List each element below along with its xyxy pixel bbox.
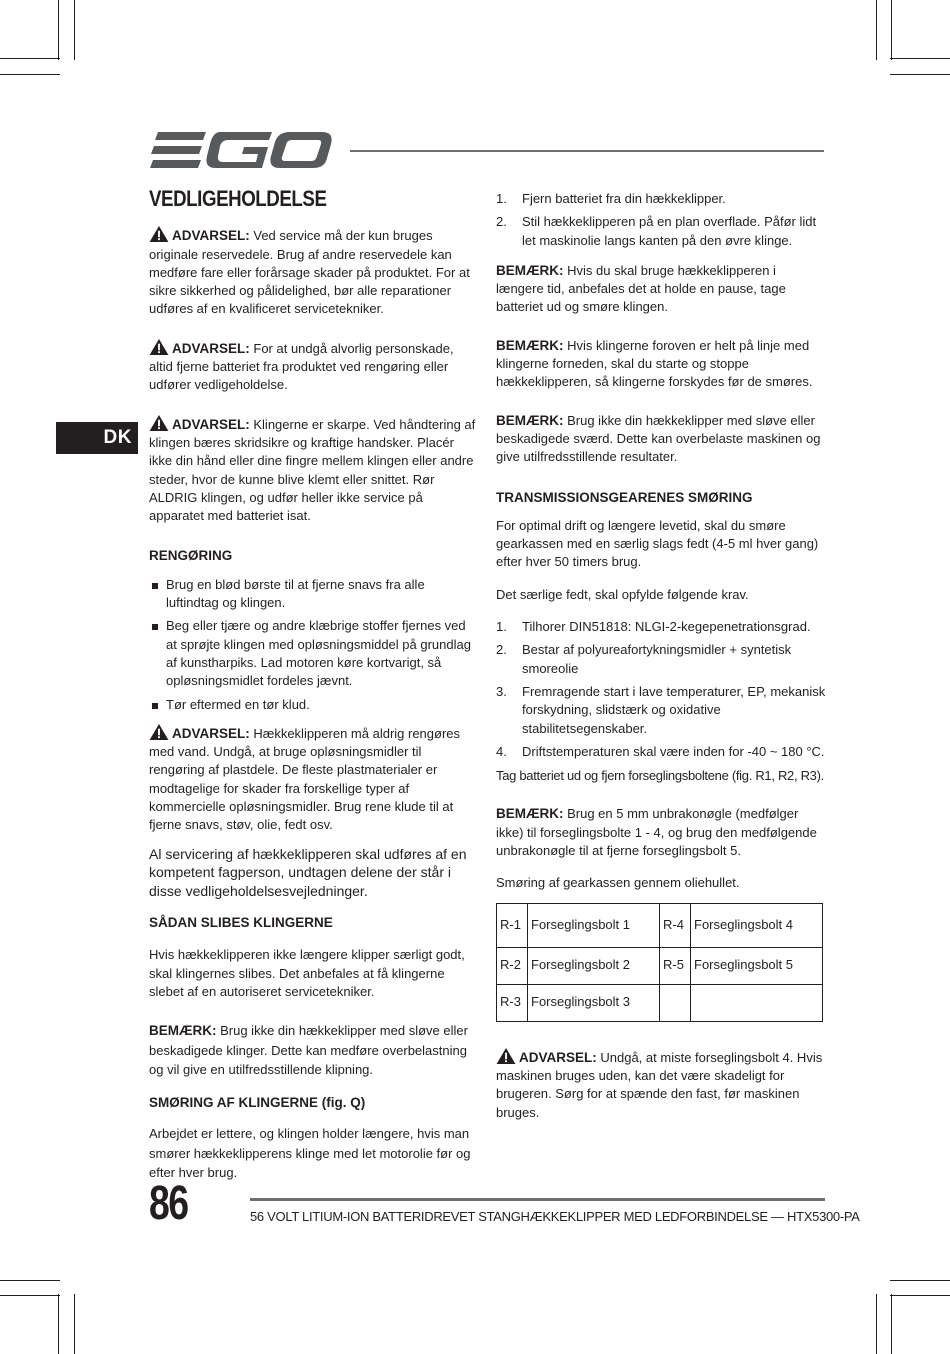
footer-title: 56 VOLT LITIUM-ION BATTERIDREVET STANGHÆKKEKLIPPER MED LEDFORBINDELSE — HTX5300-PA	[250, 1209, 860, 1224]
note-text: Hvis du skal bruge hækkeklipperen i længere tid, anbefales det at holde en pause, tage batteriet ud og smøre klingen.	[496, 262, 786, 315]
note-paragraph	[496, 412, 826, 467]
warning-text: Klingerne er skarpe. Ved håndtering af klingen bæres skridsikre og kraftige handsker. Placér ikke din hånd eller dine fingre mellem klingen eller andre steder, hvor de kunne blive klemt eller snittet. Rør ALDRIG klingen, og udfør heller ikke service på apparatet med batteriet isat.	[149, 416, 476, 524]
table-cell: Forseglingsbolt 1	[528, 903, 660, 947]
lubrication-heading: SMØRING AF KLINGERNE (fig. Q)	[149, 1094, 366, 1110]
table-row	[497, 903, 823, 947]
crop-mark	[891, 1294, 892, 1354]
crop-mark	[876, 0, 877, 60]
warning-label: ADVARSEL:	[172, 340, 250, 356]
warning-text: For at undgå alvorlig personskade, altid fjerne batteriet fra produktet ved rengøring eller udfører vedligeholdelse.	[149, 340, 454, 393]
crop-mark	[0, 74, 60, 75]
oil-hole-paragraph: Smøring af gearkassen gennem oliehullet.	[496, 875, 740, 891]
note-text: Brug ikke din hækkeklipper med sløve eller beskadigede sværd. Dette kan overbelaste maskinen og give utilfredsstillende resultater.	[496, 412, 821, 465]
header-rule	[350, 150, 824, 152]
warning-paragraph	[149, 724, 479, 835]
crop-mark	[0, 1280, 60, 1281]
table-row	[497, 947, 823, 984]
table-cell: Forseglingsbolt 2	[528, 947, 660, 984]
note-text: Brug ikke din hækkeklipper med sløve eller beskadigede klinger. Dette kan medføre overbelastning og vil give en utilfredsstillende klipning.	[149, 1023, 468, 1078]
cleaning-list	[149, 576, 479, 714]
warning-icon	[149, 724, 169, 740]
list-item: Tør eftermed en tør klud.	[149, 696, 479, 714]
footer-rule	[250, 1198, 825, 1201]
left-column	[149, 186, 479, 1197]
list-item: 1. Fjern batteriet fra din hækkeklipper.	[496, 191, 726, 206]
crop-mark	[58, 0, 59, 60]
note-paragraph	[496, 262, 826, 317]
warning-paragraph	[149, 339, 479, 395]
note-paragraph	[496, 337, 826, 392]
list-item: 1. Tilhorer DIN51818: NLGI-2-kegepenetrationsgrad.	[496, 619, 811, 635]
table-cell: R-3	[497, 984, 528, 1021]
table-cell: Forseglingsbolt 3	[528, 984, 660, 1021]
table-cell	[691, 984, 823, 1021]
warning-icon	[149, 339, 169, 355]
note-label: BEMÆRK:	[149, 1023, 217, 1039]
list-item: 2. Bestar af polyureafortykningsmidler + syntetisk smoreolie	[496, 642, 792, 676]
crop-mark	[890, 1280, 950, 1281]
warning-label: ADVARSEL:	[172, 416, 250, 432]
note-label: BEMÆRK:	[496, 412, 564, 428]
warning-icon	[149, 226, 169, 242]
warning-icon	[149, 415, 169, 431]
list-item: 4. Driftstemperaturen skal være inden for -40 ~ 180 °C.	[496, 743, 825, 759]
note-paragraph	[496, 805, 826, 860]
sharpen-heading: SÅDAN SLIBES KLINGERNE	[149, 915, 333, 931]
table-cell	[660, 984, 691, 1021]
lubrication-paragraph: Arbejdet er lettere, og klingen holder længere, hvis man smører hækkeklipperens klinge med let motorolie før og efter hver brug.	[149, 1126, 471, 1181]
section-title: VEDLIGEHOLDELSE	[149, 186, 327, 211]
warning-text: Ved service må der kun bruges originale reservedele. Brug af andre reservedele kan medføre fare eller forårsage skader på produktet. For at sikre sikkerhed og pålidelighed, bør alle reparationer udføres af en kvalificeret servicetekniker.	[149, 228, 470, 317]
crop-mark	[74, 0, 75, 60]
crop-mark	[890, 58, 950, 59]
warning-paragraph	[496, 1048, 826, 1122]
steps-list	[496, 190, 826, 250]
table-cell: R-1	[497, 903, 528, 947]
crop-mark	[58, 1294, 59, 1354]
note-label: BEMÆRK:	[496, 337, 564, 353]
ego-logo	[150, 130, 332, 172]
note-text: Brug en 5 mm unbrakonøgle (medfølger ikke) til forseglingsbolte 1 - 4, og brug den medfølgende unbrakonøgle til at fjerne forseglingsbolt 5.	[496, 806, 817, 859]
crop-mark	[0, 1295, 60, 1296]
requirements-list	[496, 618, 826, 761]
crop-mark	[74, 1294, 75, 1354]
table-cell: R-5	[660, 947, 691, 984]
note-paragraph	[149, 1021, 479, 1080]
warning-label: ADVARSEL:	[172, 725, 250, 741]
cleaning-heading: RENGØRING	[149, 548, 233, 564]
list-item: Brug en blød børste til at fjerne snavs fra alle luftindtag og klingen.	[149, 576, 479, 613]
bolt-table	[496, 903, 823, 1022]
table-cell: Forseglingsbolt 4	[691, 903, 823, 947]
note-label: BEMÆRK:	[496, 262, 564, 278]
list-item: 2. Stil hækkeklipperen på en plan overflade. Påfør lidt let maskinolie langs kanten på den øvre klinge.	[496, 214, 817, 248]
gear-heading: TRANSMISSIONSGEARENES SMØRING	[496, 489, 753, 505]
right-column	[496, 190, 826, 1136]
table-row	[497, 984, 823, 1021]
crop-mark	[891, 0, 892, 60]
crop-mark	[876, 1294, 877, 1354]
warning-label: ADVARSEL:	[172, 228, 250, 244]
table-cell: R-4	[660, 903, 691, 947]
warning-paragraph	[149, 415, 479, 526]
warning-icon	[496, 1048, 516, 1064]
list-item: Beg eller tjære og andre klæbrige stoffer fjernes ved at sprøjte klingen med opløsningsmiddel på grundlag af kunstharpiks. Lad motoren køre kortvarigt, så opløsningsmidlet fordeles jævnt.	[149, 617, 479, 690]
service-paragraph: Al servicering af hækkeklipperen skal udføres af en kompetent fagperson, undtagen delene der står i disse vedligeholdelsesvejledninger.	[149, 845, 467, 899]
crop-mark	[890, 1295, 950, 1296]
table-cell: Forseglingsbolt 5	[691, 947, 823, 984]
note-label: BEMÆRK:	[496, 806, 564, 822]
note-text: Hvis klingerne foroven er helt på linje med klingerne forneden, skal du starte og stoppe hækkeklipperen, så klingerne forskydes før de smøres.	[496, 337, 813, 390]
warning-paragraph	[149, 226, 479, 318]
crop-mark	[0, 58, 60, 59]
gear-paragraph: For optimal drift og længere levetid, skal du smøre gearkassen med en særlig slags fedt (4-5 ml hver gang) efter hver 50 timers brug.	[496, 517, 819, 570]
crop-mark	[890, 74, 950, 75]
warning-text: Undgå, at miste forseglingsbolt 4. Hvis maskinen bruges uden, kan det være skadeligt for brugeren. Sørg for at spænde den fast, før maskinen bruges.	[496, 1049, 823, 1120]
table-cell: R-2	[497, 947, 528, 984]
warning-label: ADVARSEL:	[519, 1049, 597, 1065]
sharpen-paragraph: Hvis hækkeklipperen ikke længere klipper særligt godt, skal klingernes slibes. Det anbefales at få klingerne slebet af en autoriseret servicetekniker.	[149, 947, 465, 999]
list-item: 3. Fremragende start i lave temperaturer, EP, mekanisk forskydning, slidstærk og oxidative stabilitetsegenskaber.	[496, 683, 826, 736]
grease-paragraph: Det særlige fedt, skal opfylde følgende krav.	[496, 586, 749, 602]
bolts-paragraph: Tag batteriet ud og fjern forseglingsboltene (fig. R1, R2, R3).	[496, 768, 824, 784]
language-tab: DK	[56, 422, 138, 454]
page-number: 86	[149, 1177, 188, 1230]
warning-text: Hækkeklipperen må aldrig rengøres med vand. Undgå, at bruge opløsningsmidler til rengøring af plastdele. De fleste plastmaterialer er modtagelige for skader fra forskellige typer af kommercielle opløsningsmidler. Brug rene klude til at fjerne snavs, støv, olie, fedt osv.	[149, 725, 461, 833]
